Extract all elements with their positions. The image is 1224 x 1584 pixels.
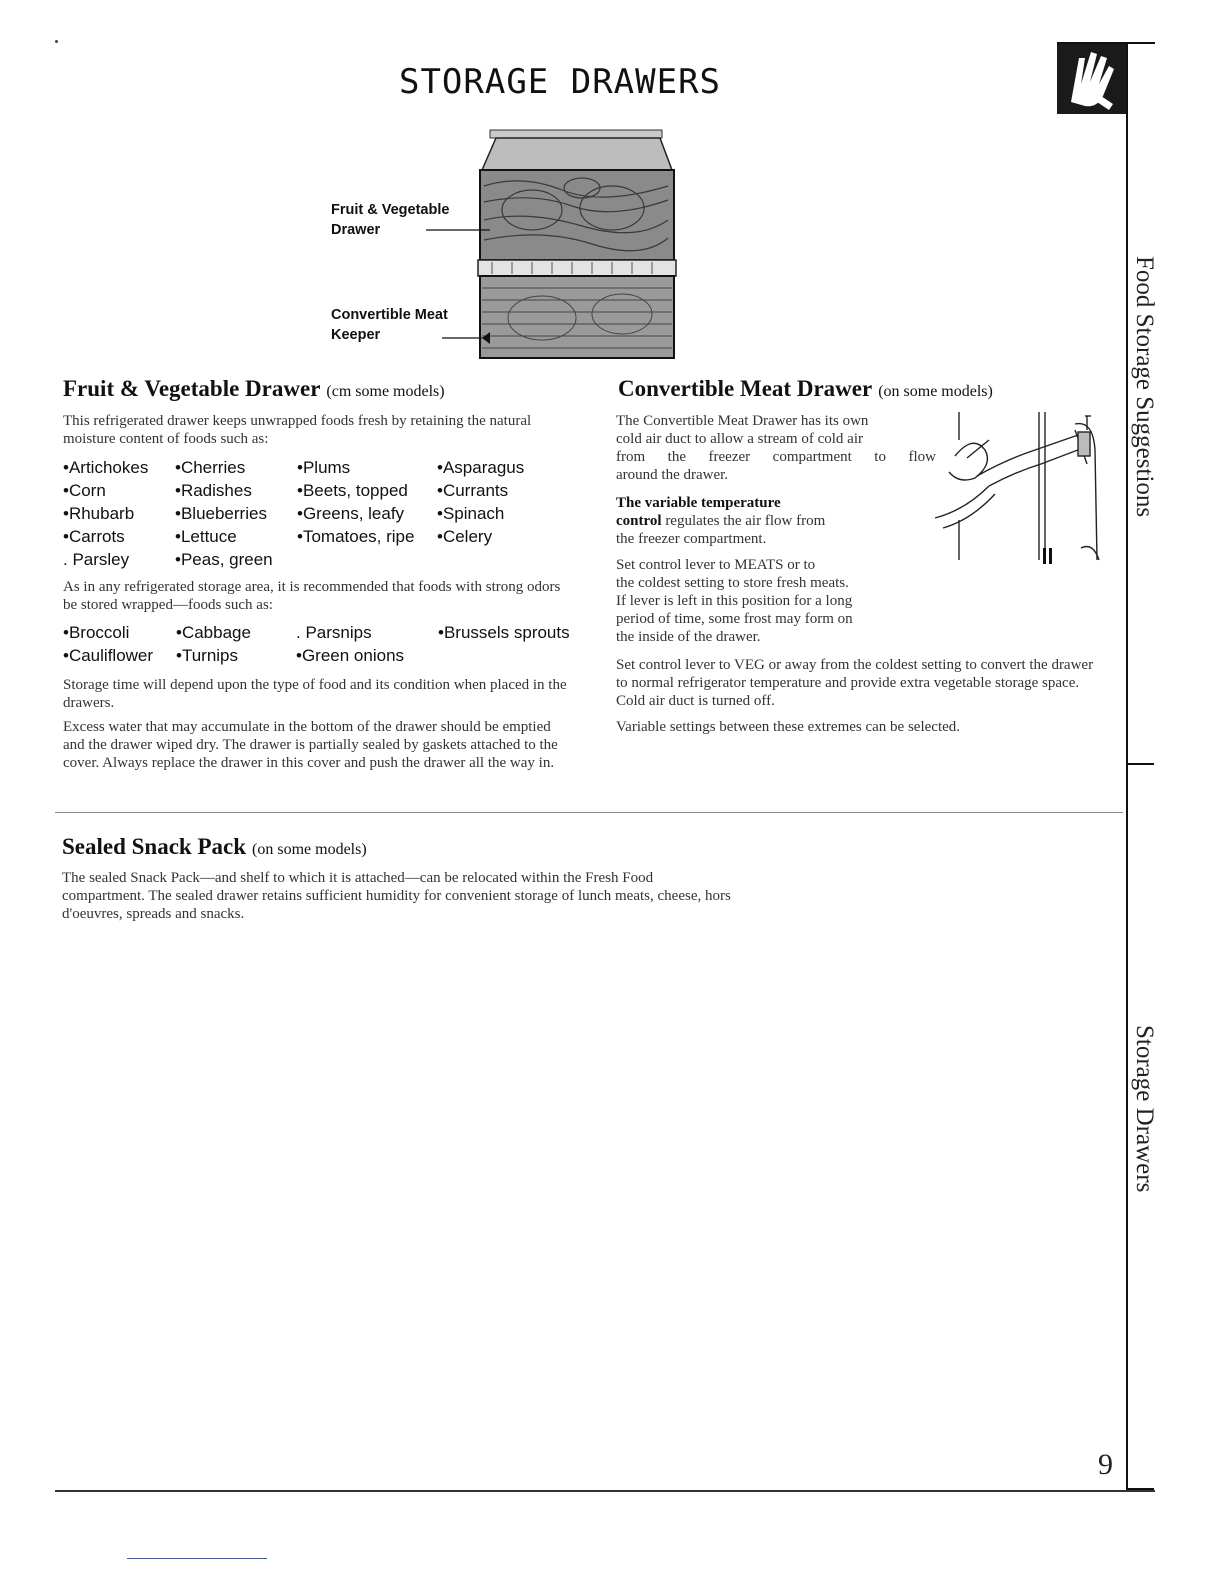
food-item: •Lettuce <box>175 527 237 546</box>
food-item: •Radishes <box>175 481 252 500</box>
inline-text: regulates the air flow from <box>661 513 826 529</box>
food-item: •Celery <box>437 527 493 546</box>
scan-speck <box>55 40 58 43</box>
snack-pack-description: The sealed Snack Pack—and shelf to which it is attached—can be relocated within the Fresh Food compartment. The sealed drawer retains sufficient humidity for convenient storage of lunch meats, cheese, hors d'oeuvres, spreads and snacks. <box>62 870 731 922</box>
meats-setting-paragraph <box>616 556 916 646</box>
food-item: •Cherries <box>175 458 246 477</box>
food-item: •Greens, leafy <box>297 504 405 523</box>
food-item: •Corn <box>63 481 106 500</box>
odor-food-item: •Broccoli <box>63 623 130 642</box>
food-item: •Blueberries <box>175 504 267 523</box>
meat-drawer-heading <box>618 376 1098 402</box>
food-item: . Parsley <box>63 550 130 569</box>
strong-odor-intro: As in any refrigerated storage area, it is recommended that foods with strong odors be stored wrapped—foods such as: <box>63 579 561 613</box>
snack-pack-heading-text: Sealed Snack Pack <box>62 834 247 859</box>
food-item: •Artichokes <box>63 458 149 477</box>
food-item: •Currants <box>437 481 509 500</box>
fruit-drawer-heading <box>63 376 583 402</box>
text-line: If lever is left in this position for a long <box>616 593 853 609</box>
storage-time-note: Storage time will depend upon the type of food and its condition when placed in the drawers. <box>63 677 567 711</box>
callout-convertible-meat-keeper: Convertible Meat Keeper <box>331 307 448 343</box>
snack-pack-heading-note: (on some models) <box>252 841 367 858</box>
fruit-drawer-intro: This refrigerated drawer keeps unwrapped foods fresh by retaining the natural moisture content of foods such as: <box>63 413 532 447</box>
text-line: the inside of the drawer. <box>616 629 761 645</box>
food-item: •Plums <box>297 458 351 477</box>
odor-food-item: •Green onions <box>296 646 405 665</box>
food-item: •Peas, green <box>175 550 273 569</box>
food-item: •Beets, topped <box>297 481 408 500</box>
callout-fruit-vegetable-drawer: Fruit & Vegetable Drawer <box>331 202 450 238</box>
food-item: •Tomatoes, ripe <box>297 527 415 546</box>
odor-food-item: •Cauliflower <box>63 646 154 665</box>
text-line: The Convertible Meat Drawer has its own <box>616 413 869 429</box>
text-line <box>616 512 916 530</box>
food-item: •Rhubarb <box>63 504 135 523</box>
food-item: •Spinach <box>437 504 505 523</box>
text-line: from the freezer compartment to flow <box>616 449 936 465</box>
odor-food-item: •Brussels sprouts <box>438 623 570 642</box>
section-divider <box>55 812 1123 813</box>
text-line: cold air duct to allow a stream of cold air <box>616 431 863 447</box>
text-line: Set control lever to MEATS or to <box>616 557 816 573</box>
moist-foods-list <box>63 458 583 569</box>
meat-drawer-heading-text: Convertible Meat Drawer <box>618 376 873 401</box>
variable-settings-note: Variable settings between these extremes can be selected. <box>616 719 961 735</box>
side-tab-food-storage-suggestions: Food Storage Suggestions <box>1131 256 1158 518</box>
text-line: the freezer compartment. <box>616 531 767 547</box>
snack-pack-heading <box>62 834 662 860</box>
odor-food-item: •Cabbage <box>176 623 251 642</box>
drawer-illustration <box>472 128 690 360</box>
veg-setting-paragraph: Set control lever to VEG or away from the coldest setting to convert the drawer to normal refrigerator temperature and provide extra vegetable storage space. Cold air duct is turned off. <box>616 657 1094 709</box>
text-line: The variable temperature <box>616 495 781 511</box>
odor-food-item: •Turnips <box>176 646 239 665</box>
fruit-drawer-heading-note: (cm some models) <box>326 383 445 400</box>
tab-vertical-rule <box>1126 42 1128 1490</box>
text-line: period of time, some frost may form on <box>616 611 853 627</box>
food-item: •Carrots <box>63 527 125 546</box>
meat-drawer-heading-note: (on some models) <box>878 383 993 400</box>
fruit-drawer-heading-text: Fruit & Vegetable Drawer <box>63 376 321 401</box>
scan-artifact-line <box>127 1558 267 1559</box>
text-line: around the drawer. <box>616 467 729 483</box>
hand-adjusting-lever-illustration <box>915 410 1105 570</box>
bold-lead-text: control <box>616 513 662 529</box>
food-item: •Asparagus <box>437 458 525 477</box>
side-tab-storage-drawers: Storage Drawers <box>1131 1025 1158 1193</box>
variable-control-paragraph <box>616 494 916 548</box>
corner-tab-hand-icon <box>1057 44 1126 114</box>
meat-drawer-duct-paragraph <box>616 412 936 484</box>
excess-water-note: Excess water that may accumulate in the bottom of the drawer should be emptied and the drawer wiped dry. The drawer is partially sealed by gaskets attached to the cover. Always replace the drawer in this cover and push the drawer all the way in. <box>63 719 558 771</box>
page-title: STORAGE DRAWERS <box>398 62 722 102</box>
tab-section-divider <box>1126 763 1154 765</box>
page-number: 9 <box>1098 1448 1113 1481</box>
text-line: the coldest setting to store fresh meats. <box>616 575 849 591</box>
footer-rule <box>55 1490 1155 1492</box>
strong-odor-foods-list <box>63 623 583 665</box>
odor-food-item: . Parsnips <box>296 623 372 642</box>
